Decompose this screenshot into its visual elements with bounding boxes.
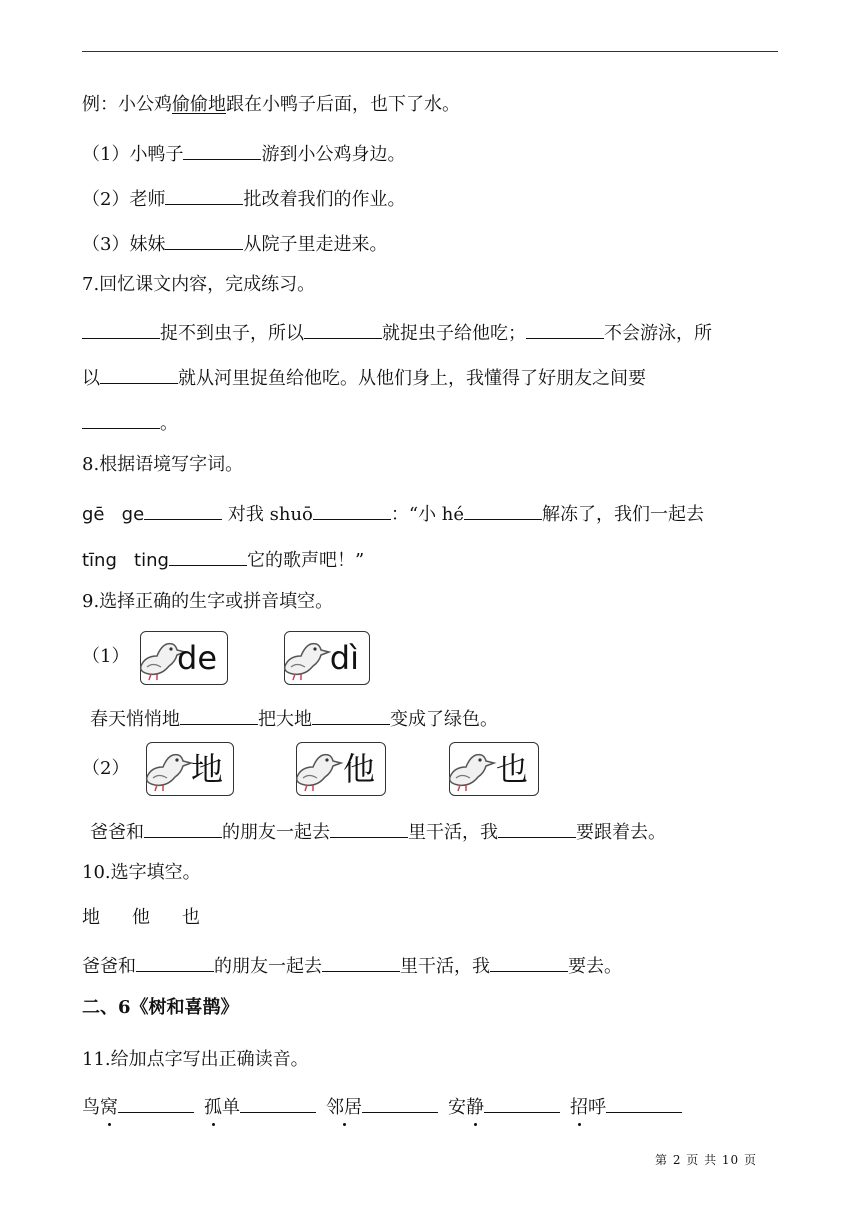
- card-label: 他: [342, 750, 375, 788]
- duck-icon: [137, 737, 197, 797]
- q6-item-2: （2）老师 批改着我们的作业。: [82, 184, 405, 212]
- card-label: dì: [329, 639, 359, 677]
- q8-title: 8.根据语境写字词。: [82, 454, 244, 475]
- q11-words: 鸟窝 孤单 邻居 安静 招呼: [82, 1092, 682, 1120]
- answer-blank[interactable]: [464, 499, 542, 520]
- answer-blank[interactable]: [490, 951, 568, 972]
- choice-card-de[interactable]: [140, 631, 228, 685]
- q10-title: 10.选字填空。: [82, 862, 201, 883]
- dotted-char: 窝: [100, 1097, 118, 1118]
- char-option: 他: [132, 907, 150, 928]
- dotted-char: 静: [466, 1097, 484, 1118]
- answer-blank[interactable]: [136, 951, 214, 972]
- q10-chars: [82, 906, 200, 930]
- q9-group2-sentence: 爸爸和 的朋友一起去 里干活，我 要跟着去。: [90, 817, 666, 845]
- q6-item-1: （1）小鸭子 游到小公鸡身边。: [82, 139, 405, 167]
- q10-sentence: 爸爸和 的朋友一起去 里干活，我 要去。: [82, 951, 622, 979]
- q11-title: 11.给加点字写出正确读音。: [82, 1049, 309, 1070]
- example-suffix: 跟在小鸭子后面，也下了水。: [226, 94, 460, 115]
- choice-card-di[interactable]: [284, 631, 370, 685]
- answer-blank[interactable]: [240, 1092, 316, 1113]
- answer-blank[interactable]: [313, 499, 391, 520]
- duck-icon: [275, 626, 335, 686]
- card-label: 也: [495, 750, 528, 788]
- answer-blank[interactable]: [169, 545, 247, 566]
- q8-line-1: gē ge 对我 shuō ：“小 hé 解冻了，我们一起去: [82, 499, 704, 527]
- choice-card-ta[interactable]: [296, 742, 386, 796]
- q7-line-2: 以 就从河里捉鱼给他吃。从他们身上，我懂得了好朋友之间要: [82, 363, 646, 391]
- q9-group1-sentence: 春天悄悄地 把大地 变成了绿色。: [90, 704, 498, 732]
- q7-title: 7.回忆课文内容，完成练习。: [82, 274, 316, 295]
- choice-card-ye[interactable]: [449, 742, 539, 796]
- answer-blank[interactable]: [165, 184, 243, 205]
- answer-blank[interactable]: [498, 817, 576, 838]
- answer-blank[interactable]: [118, 1092, 194, 1113]
- duck-icon: [287, 737, 347, 797]
- answer-blank[interactable]: [183, 139, 261, 160]
- dotted-char: 邻居: [326, 1097, 362, 1118]
- q7-line-3: 。: [82, 408, 178, 436]
- example-underlined-word: 偷偷地: [172, 94, 226, 115]
- q7-line-1: 捉不到虫子，所以 就捉虫子给他吃； 不会游泳，所: [82, 318, 712, 346]
- answer-blank[interactable]: [606, 1092, 682, 1113]
- answer-blank[interactable]: [304, 318, 382, 339]
- dotted-char: 孤: [204, 1097, 222, 1118]
- answer-blank[interactable]: [312, 704, 390, 725]
- answer-blank[interactable]: [82, 318, 160, 339]
- page-footer: 第 2 页 共 10 页: [655, 1153, 757, 1167]
- choice-card-di-char[interactable]: [146, 742, 234, 796]
- q9-group2-label: （2）: [82, 758, 130, 779]
- answer-blank[interactable]: [484, 1092, 560, 1113]
- char-option: 也: [182, 907, 200, 928]
- answer-blank[interactable]: [362, 1092, 438, 1113]
- answer-blank[interactable]: [526, 318, 604, 339]
- char-option: 地: [82, 907, 100, 928]
- duck-icon: [440, 737, 500, 797]
- header-rule: [82, 51, 778, 52]
- q9-title: 9.选择正确的生字或拼音填空。: [82, 591, 334, 612]
- card-label: 地: [190, 750, 223, 788]
- card-label: de: [177, 639, 217, 677]
- section-2-title: 二、6《树和喜鹊》: [82, 997, 239, 1018]
- dotted-char: 招: [570, 1097, 588, 1118]
- answer-blank[interactable]: [322, 951, 400, 972]
- answer-blank[interactable]: [165, 229, 243, 250]
- answer-blank[interactable]: [144, 499, 222, 520]
- example-prefix: 例：小公鸡: [82, 94, 172, 115]
- answer-blank[interactable]: [144, 817, 222, 838]
- answer-blank[interactable]: [82, 408, 160, 429]
- q9-group1-label: （1）: [82, 646, 130, 667]
- q8-line-2: tīng ting 它的歌声吧！”: [82, 545, 364, 573]
- q6-item-3: （3）妹妹 从院子里走进来。: [82, 229, 387, 257]
- answer-blank[interactable]: [180, 704, 258, 725]
- example-line: [82, 93, 460, 117]
- answer-blank[interactable]: [330, 817, 408, 838]
- answer-blank[interactable]: [100, 363, 178, 384]
